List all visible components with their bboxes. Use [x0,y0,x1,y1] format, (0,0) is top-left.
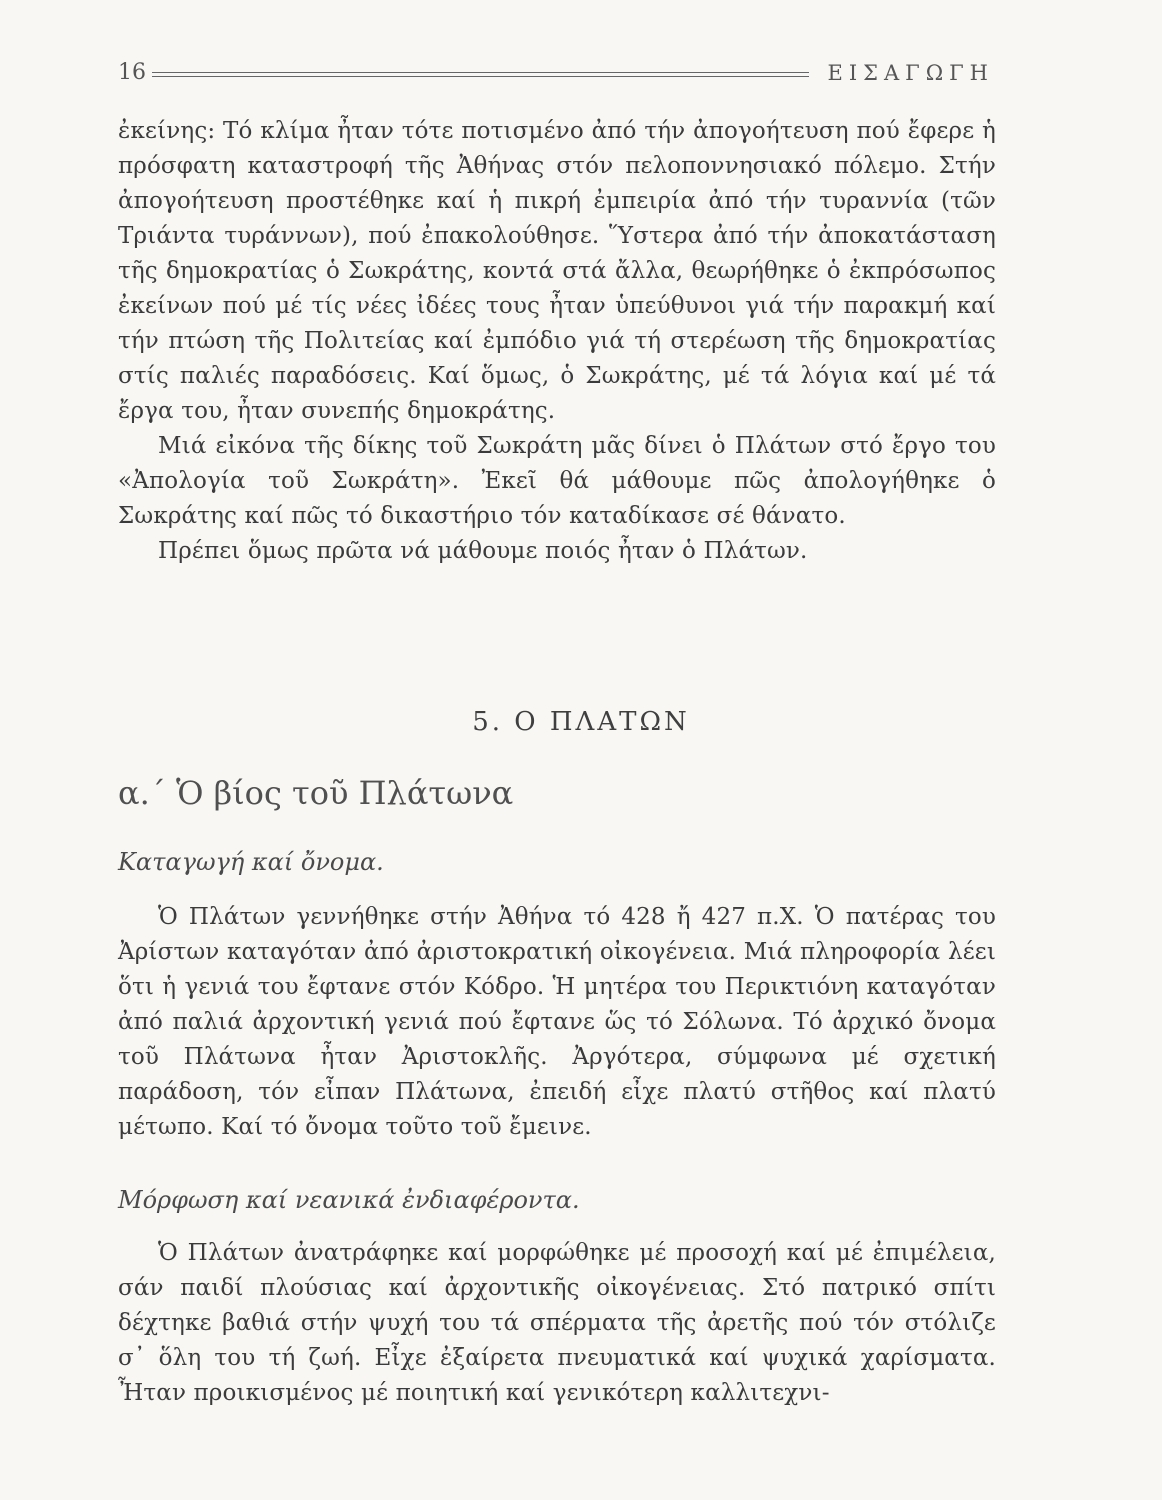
page-number: 16 [118,60,146,85]
education-paragraph: Ὁ Πλάτων ἀνατράφηκε καί μορφώθηκε μέ προσοχή καί μέ ἐπιμέλεια, σάν παιδί πλούσιας καί ἀρχοντικῆς οἰκογένειας. Στό πατρικό σπίτι δέχτηκε βαθιά στήν ψυχή του τά σπέρματα τῆς ἀρετῆς πού τόν στόλιζε σ᾽ ὅλη του τή ζωή. Εἶχε ἐξαίρετα πνευματικά καί ψυχικά χαρίσματα. Ἦταν προικισμένος μέ ποιητική καί γενικότερη καλλιτεχνι- [118,1240,996,1406]
intro-paragraph-3: Πρέπει ὅμως πρῶτα νά μάθουμε ποιός ἦταν ὁ Πλάτων. [158,538,808,564]
intro-paragraph-2: Μιά εἰκόνα τῆς δίκης τοῦ Σωκράτη μᾶς δίνει ὁ Πλάτων στό ἔργο του «Ἀπολογία τοῦ Σωκράτη». Ἐκεῖ θά μάθουμε πῶς ἀπολογήθηκε ὁ Σωκράτης καί πῶς τό δικαστήριο τόν καταδίκασε σέ θάνατο. [118,433,996,529]
header-rule [152,72,809,77]
origin-paragraph: Ὁ Πλάτων γεννήθηκε στήν Ἀθήνα τό 428 ἤ 427 π.Χ. Ὁ πατέρας του Ἀρίστων καταγόταν ἀπό ἀριστοκρατική οἰκογένεια. Μιά πληροφορία λέει ὅτι ἡ γενιά του ἔφτανε στόν Κόδρο. Ἡ μητέρα του Περικτιόνη καταγόταν ἀπό παλιά ἀρχοντική γενιά πού ἔφτανε ὥς τό Σόλωνα. Τό ἀρχικό ὄνομα τοῦ Πλάτωνα ἦταν Ἀριστοκλῆς. Ἀργότερα, σύμφωνα μέ σχετική παράδοση, τόν εἶπαν Πλάτωνα, ἐπειδή εἶχε πλατύ στῆθος καί πλατύ μέτωπο. Καί τό ὄνομα τοῦτο τοῦ ἔμεινε. [118,904,996,1140]
intro-paragraph-1: ἐκείνης: Τό κλίμα ἦταν τότε ποτισμένο ἀπό τήν ἀπογοήτευση πού ἔφερε ἡ πρόσφατη καταστροφή τῆς Ἀθήνας στόν πελοποννησιακό πόλεμο. Στήν ἀπογοήτευση προστέθηκε καί ἡ πικρή ἐμπειρία ἀπό τήν τυραννία (τῶν Τριάντα τυράννων), πού ἐπακολούθησε. Ὕστερα ἀπό τήν ἀποκατάσταση τῆς δημοκρατίας ὁ Σωκράτης, κοντά στά ἄλλα, θεωρήθηκε ὁ ἐκπρόσωπος ἐκείνων πού μέ τίς νέες ἰδέες τους ἦταν ὑπεύθυνοι γιά τήν παρακμή καί τήν πτώση τῆς Πολιτείας καί ἐμπόδιο γιά τή στερέωση τῆς δημοκρατίας στίς παλιές παραδόσεις. Καί ὅμως, ὁ Σωκράτης, μέ τά λόγια καί μέ τά ἔργα του, ἦταν συνεπής δημοκράτης. [118,118,996,424]
intro-text [118,114,996,569]
origin-text-block [118,900,996,1145]
education-text-block [118,1236,996,1411]
life-subheading: α.΄ Ὁ βίος τοῦ Πλάτωνα [118,774,514,812]
page-header [118,58,994,88]
origin-heading: Καταγωγή καί ὄνομα. [118,848,384,876]
running-title: ΕΙΣΑΓΩΓΗ [827,61,994,85]
education-heading: Μόρφωση καί νεανικά ἐνδιαφέροντα. [118,1186,580,1214]
section-title: 5. Ο ΠΛΑΤΩΝ [472,707,690,737]
